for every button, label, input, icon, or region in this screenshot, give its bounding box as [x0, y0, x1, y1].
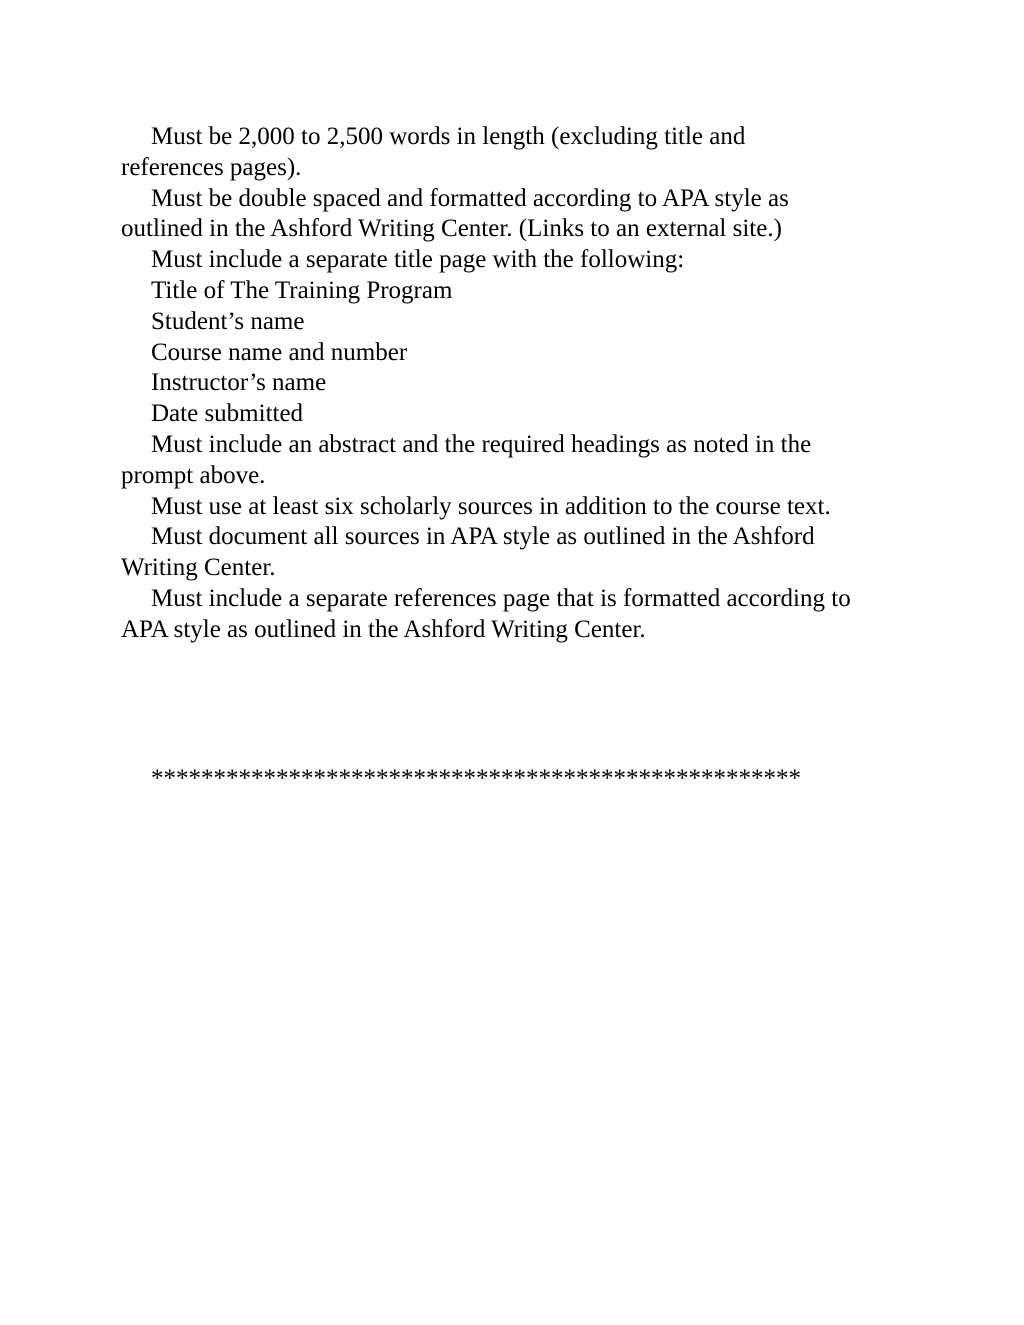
requirement-text: Must be double spaced and formatted according to APA style as — [151, 184, 789, 212]
requirement-text: Must include an abstract and the required headings as noted in the — [151, 430, 812, 458]
requirement-text-continued: references pages). — [121, 153, 302, 181]
asterisk-divider: **************************************************** — [151, 765, 801, 792]
requirement-text-continued: Writing Center. — [121, 554, 276, 582]
requirement-text: Must document all sources in APA style as outlined in the Ashford — [151, 523, 815, 551]
requirement-title-page — [121, 245, 921, 276]
requirement-text: Must include a separate references page that is formatted according to — [151, 584, 851, 612]
requirement-text: Must use at least six scholarly sources in addition to the course text. — [151, 492, 831, 520]
title-page-item-title — [121, 276, 921, 307]
requirements-list — [121, 122, 921, 646]
requirement-text: Must include a separate title page with the following: — [151, 246, 685, 274]
title-page-item-course — [121, 338, 921, 369]
requirement-documentation — [121, 522, 921, 584]
title-page-item-text: Student’s name — [151, 307, 305, 335]
title-page-item-instructor — [121, 368, 921, 399]
title-page-item-student-name — [121, 307, 921, 338]
requirement-abstract — [121, 430, 921, 492]
title-page-item-text: Title of The Training Program — [151, 276, 453, 304]
requirement-sources — [121, 492, 921, 523]
requirement-formatting — [121, 184, 921, 246]
title-page-item-text: Course name and number — [151, 338, 408, 366]
title-page-item-date — [121, 399, 921, 430]
requirement-references-page — [121, 584, 921, 646]
requirement-text-continued: outlined in the Ashford Writing Center. (Links to an external site.) — [121, 215, 782, 243]
requirement-text: Must be 2,000 to 2,500 words in length (excluding title and — [151, 123, 746, 150]
requirement-text-continued: APA style as outlined in the Ashford Writing Center. — [121, 615, 646, 643]
title-page-item-text: Instructor’s name — [151, 369, 327, 397]
title-page-item-text: Date submitted — [151, 400, 304, 428]
requirement-length — [121, 122, 921, 184]
requirement-text-continued: prompt above. — [121, 461, 266, 489]
